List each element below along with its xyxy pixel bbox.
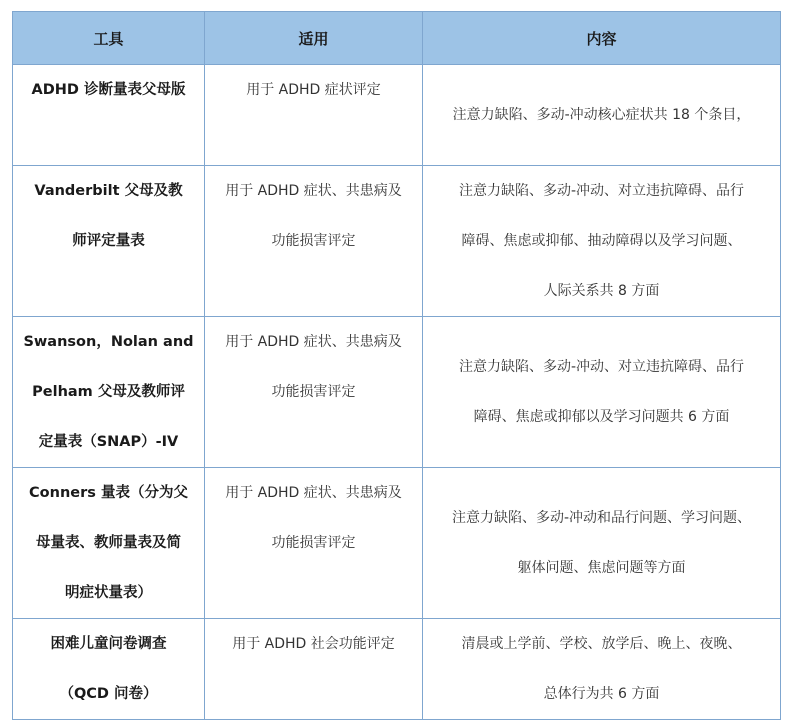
tool-line: 明症状量表）	[65, 585, 152, 601]
tool-line: （QCD 问卷）	[59, 686, 158, 702]
use-cell	[205, 65, 423, 166]
use-cell	[205, 317, 423, 468]
use-line: 功能损害评定	[271, 535, 356, 551]
content-line: 躯体问题、焦虑问题等方面	[517, 560, 686, 576]
tool-line: Pelham 父母及教师评	[32, 384, 185, 400]
tool-line: 母量表、教师量表及简	[36, 535, 181, 551]
use-line: 用于 ADHD 症状、共患病及	[225, 485, 402, 501]
tool-line: Vanderbilt 父母及教	[34, 183, 183, 199]
content-line: 注意力缺陷、多动-冲动和品行问题、学习问题、	[451, 510, 752, 526]
tool-cell	[13, 166, 205, 317]
use-cell	[205, 166, 423, 317]
content-line: 障碍、焦虑或抑郁、抽动障碍以及学习问题、	[461, 233, 742, 249]
assessment-tools-table-container	[12, 11, 780, 720]
tool-line: ADHD 诊断量表父母版	[31, 82, 186, 98]
use-line: 用于 ADHD 症状评定	[246, 82, 381, 98]
tool-line: Conners 量表（分为父	[29, 485, 188, 501]
tool-line: 困难儿童问卷调查	[50, 636, 167, 652]
content-cell	[423, 317, 781, 468]
tool-cell	[13, 619, 205, 720]
use-line: 功能损害评定	[271, 233, 356, 249]
table-row	[13, 317, 781, 468]
header-use: 适用	[205, 12, 423, 65]
content-line: 注意力缺陷、多动-冲动、对立违抗障碍、品行	[458, 359, 745, 375]
tool-cell	[13, 65, 205, 166]
table-header-row	[13, 12, 781, 65]
tool-line: Swanson，Nolan and	[23, 334, 194, 350]
table-row	[13, 468, 781, 619]
tool-cell	[13, 468, 205, 619]
tool-line: 师评定量表	[72, 233, 145, 249]
content-cell	[423, 619, 781, 720]
use-cell	[205, 619, 423, 720]
header-content: 内容	[423, 12, 781, 65]
tool-line: 定量表（SNAP）-IV	[38, 434, 179, 450]
content-line: 总体行为共 6 方面	[543, 686, 660, 702]
use-cell	[205, 468, 423, 619]
assessment-tools-table	[12, 11, 781, 720]
content-cell	[423, 65, 781, 166]
content-cell	[423, 166, 781, 317]
content-line: 障碍、焦虑或抑郁以及学习问题共 6 方面	[473, 409, 730, 425]
table-row	[13, 619, 781, 720]
header-tool: 工具	[13, 12, 205, 65]
use-line: 用于 ADHD 社会功能评定	[232, 636, 395, 652]
use-line: 用于 ADHD 症状、共患病及	[225, 183, 402, 199]
content-line: 清晨或上学前、学校、放学后、晚上、夜晚、	[461, 636, 742, 652]
tool-cell	[13, 317, 205, 468]
content-cell	[423, 468, 781, 619]
content-line: 注意力缺陷、多动-冲动、对立违抗障碍、品行	[458, 183, 745, 199]
table-row	[13, 65, 781, 166]
content-line: 注意力缺陷、多动-冲动核心症状共 18 个条目，	[452, 107, 751, 123]
table-row	[13, 166, 781, 317]
content-line: 人际关系共 8 方面	[543, 283, 660, 299]
use-line: 用于 ADHD 症状、共患病及	[225, 334, 402, 350]
use-line: 功能损害评定	[271, 384, 356, 400]
